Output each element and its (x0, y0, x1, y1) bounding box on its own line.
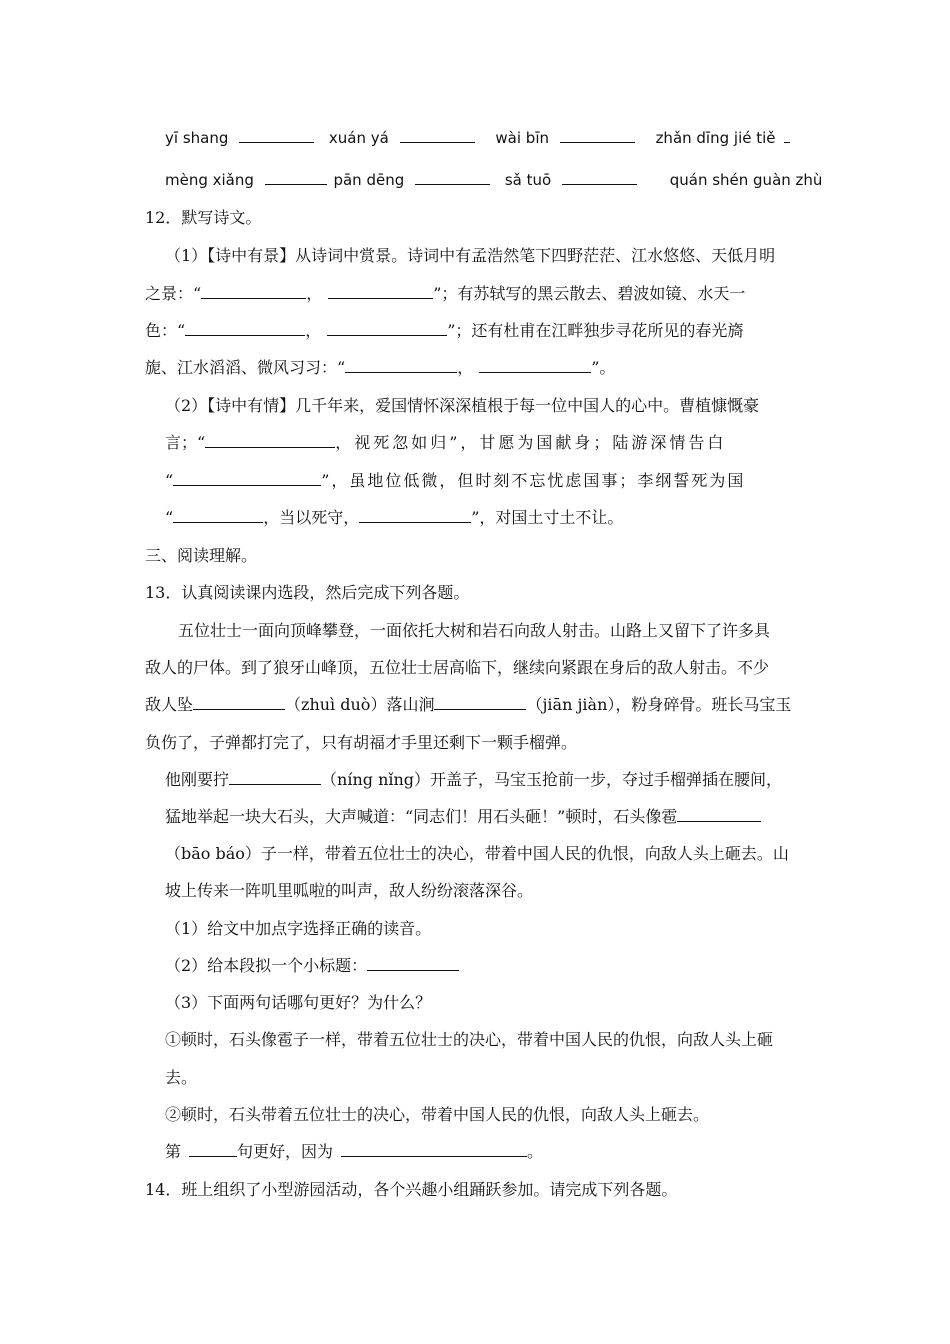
pinyin-item: pān dēng (333, 171, 405, 189)
q13-passage-line5: 他刚要拧 （níng nǐng）开盖子，马宝玉抢前一步，夺过手榴弹插在腰间， (165, 770, 783, 789)
q12-part2-line3: “ ”，虽地位低微，但时刻不忘忧虑国事；李纲誓死为国 (165, 471, 746, 490)
answer-blank[interactable] (265, 170, 327, 185)
answer-blank[interactable] (784, 128, 790, 143)
answer-blank[interactable] (173, 508, 263, 523)
q12-part1-line3: 色：“ ， ”；还有杜甫在江畔独步寻花所见的春光旖 (145, 321, 744, 340)
q13-passage-line8: 坡上传来一阵叽里呱啦的叫声，敌人纷纷滚落深谷。 (165, 881, 534, 900)
q13-passage-line2: 敌人的尸体。到了狼牙山峰顶，五位壮士居高临下，继续向紧跟在身后的敌人射击。不少 (145, 658, 770, 677)
q13-passage-line7: （bāo báo）子一样，带着五位壮士的决心，带着中国人民的仇恨，向敌人头上砸去。山 (165, 844, 789, 863)
answer-blank[interactable] (239, 128, 314, 143)
answer-blank[interactable] (189, 1142, 237, 1157)
q13-passage-line1: 五位壮士一面向顶峰攀登，一面依托大树和岩石向敌人射击。山路上又留下了许多具 (178, 621, 771, 640)
q12-part1-line2: 之景：“ ， ”；有苏轼写的黑云散去、碧波如镜、水天一 (145, 284, 746, 303)
answer-blank[interactable] (328, 284, 433, 299)
answer-blank[interactable] (479, 358, 591, 373)
answer-blank[interactable] (434, 695, 526, 710)
answer-blank[interactable] (341, 1142, 527, 1157)
pinyin-item: mèng xiǎng (165, 171, 254, 189)
pinyin-item: zhǎn dīng jié tiě (655, 129, 776, 147)
q13-option2: ②顿时，石头带着五位壮士的决心，带着中国人民的仇恨，向敌人头上砸去。 (165, 1105, 710, 1124)
question-13-title: 13．认真阅读课内选段，然后完成下列各题。 (145, 583, 470, 602)
answer-blank[interactable] (415, 170, 490, 185)
pinyin-item: sǎ tuō (504, 171, 552, 189)
answer-blank[interactable] (560, 128, 635, 143)
q13-passage-line4: 负伤了，子弹都打完了，只有胡福才手里还剩下一颗手榴弹。 (145, 733, 578, 752)
q13-sub3: （3）下面两句话哪句更好？为什么？ (165, 993, 432, 1012)
q12-part2-line1: （2）【诗中有情】几千年来，爱国情怀深深植根于每一位中国人的心中。曹植慷慨豪 (165, 396, 760, 415)
pinyin-item: quán shén guàn zhù (669, 171, 823, 189)
answer-blank[interactable] (367, 956, 459, 971)
section-3-heading: 三、阅读理解。 (145, 546, 258, 565)
answer-blank[interactable] (185, 321, 305, 336)
q13-answer-line: 第 句更好，因为 。 (165, 1142, 544, 1161)
answer-blank[interactable] (345, 358, 457, 373)
q12-part2-line4: “ ，当以死守， ”，对国土寸土不让。 (165, 508, 624, 527)
pinyin-row-1 (165, 128, 835, 148)
q13-option1-line1: ①顿时，石头像雹子一样，带着五位壮士的决心，带着中国人民的仇恨，向敌人头上砸 (165, 1030, 774, 1049)
pinyin-item: xuán yá (328, 129, 389, 147)
pinyin-item: wài bīn (495, 129, 549, 147)
q13-option1-line2: 去。 (165, 1068, 198, 1087)
question-12-title: 12．默写诗文。 (145, 208, 262, 227)
answer-blank[interactable] (400, 128, 475, 143)
answer-blank[interactable] (562, 170, 637, 185)
answer-blank[interactable] (359, 508, 471, 523)
answer-blank[interactable] (327, 321, 447, 336)
question-14-title: 14．班上组织了小型游园活动，各个兴趣小组踊跃参加。请完成下列各题。 (145, 1180, 678, 1199)
q13-passage-line3: 敌人坠 （zhuì duò）落山涧 （jiān jiàn），粉身碎骨。班长马宝玉 (145, 695, 792, 714)
q12-part1-line1: （1）【诗中有景】从诗词中赏景。诗词中有孟浩然笔下四野茫茫、江水悠悠、天低月明 (165, 246, 776, 265)
answer-blank[interactable] (201, 284, 306, 299)
q13-sub2: （2）给本段拟一个小标题： (165, 956, 835, 976)
q13-passage-line6: 猛地举起一块大石头，大声喊道：“同志们！用石头砸！”顿时，石头像雹 (165, 807, 835, 827)
q12-part1-line4: 旎、江水滔滔、微风习习：“ ， ”。 (145, 358, 616, 377)
answer-blank[interactable] (229, 770, 321, 785)
pinyin-item: yī shang (165, 129, 229, 147)
answer-blank[interactable] (677, 807, 761, 822)
answer-blank[interactable] (205, 433, 335, 448)
pinyin-row-2 (165, 170, 835, 190)
q12-part2-line2: 言；“ ，视死忽如归”，甘愿为国献身；陆游深情告白 (165, 433, 727, 452)
q13-sub1: （1）给文中加点字选择正确的读音。 (165, 919, 432, 938)
answer-blank[interactable] (193, 695, 285, 710)
answer-blank[interactable] (173, 471, 321, 486)
